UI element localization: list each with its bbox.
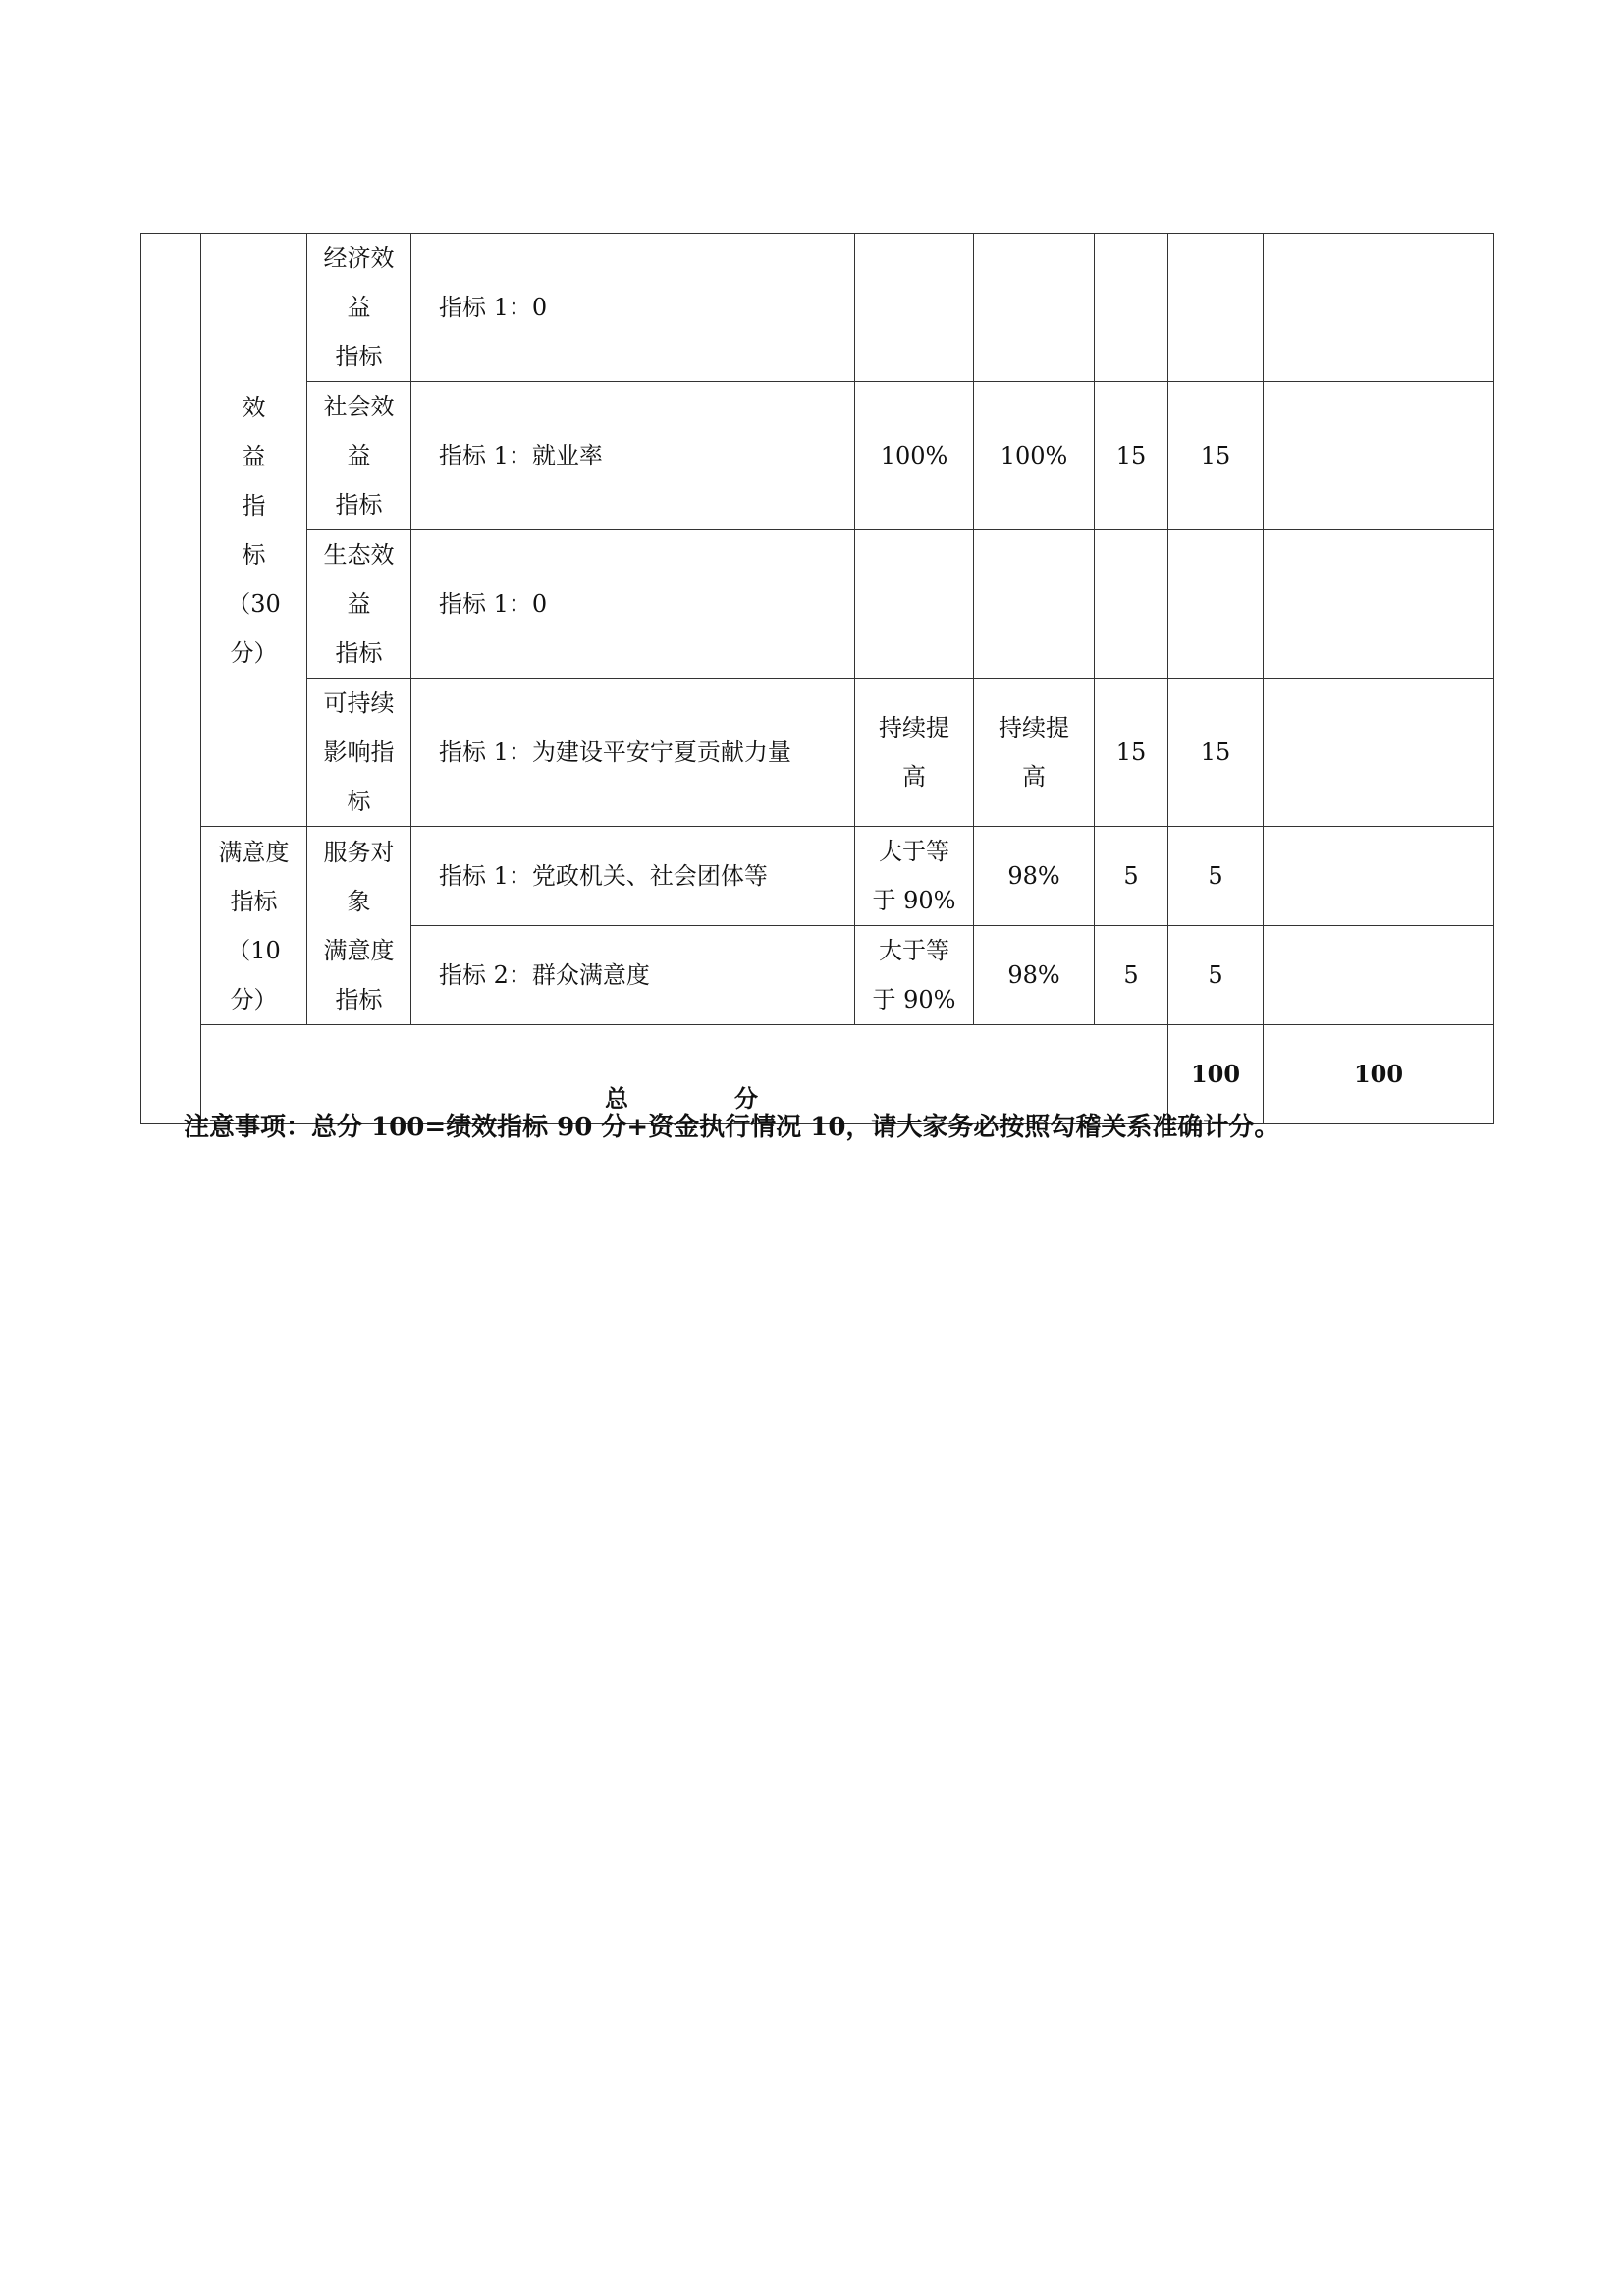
remark-cell xyxy=(1264,926,1494,1025)
subcategory-cell: 服务对 象 满意度 指标 xyxy=(307,827,411,1025)
score-cell: 15 xyxy=(1168,382,1264,530)
total-label-second: 分 xyxy=(734,1084,758,1113)
score-cell: 5 xyxy=(1168,926,1264,1025)
total-score-cell: 100 xyxy=(1264,1025,1494,1124)
score-cell xyxy=(1168,530,1264,679)
weight-cell: 5 xyxy=(1095,926,1168,1025)
remark-cell xyxy=(1264,530,1494,679)
target-cell xyxy=(855,530,974,679)
performance-table xyxy=(140,233,1494,1124)
table-row xyxy=(141,827,1494,926)
first-column-cell xyxy=(141,234,201,1124)
score-cell: 5 xyxy=(1168,827,1264,926)
table-row xyxy=(141,234,1494,382)
weight-cell: 15 xyxy=(1095,679,1168,827)
target-cell: 大于等 于 90% xyxy=(855,926,974,1025)
benefit-group-label: 效 益 指 标 （30 分） xyxy=(201,234,307,827)
weight-cell xyxy=(1095,530,1168,679)
subcategory-cell: 生态效 益 指标 xyxy=(307,530,411,679)
remark-cell xyxy=(1264,679,1494,827)
target-cell xyxy=(855,234,974,382)
actual-cell: 98% xyxy=(974,827,1095,926)
indicator-cell: 指标 1：党政机关、社会团体等 xyxy=(411,827,855,926)
actual-cell xyxy=(974,234,1095,382)
indicator-cell: 指标 1：0 xyxy=(411,530,855,679)
indicator-cell: 指标 1：就业率 xyxy=(411,382,855,530)
score-cell: 15 xyxy=(1168,679,1264,827)
table-row xyxy=(141,530,1494,679)
subcategory-cell: 社会效 益 指标 xyxy=(307,382,411,530)
total-label-first: 总 xyxy=(605,1084,628,1113)
table-row xyxy=(141,382,1494,530)
indicator-cell: 指标 2：群众满意度 xyxy=(411,926,855,1025)
subcategory-cell: 可持续 影响指 标 xyxy=(307,679,411,827)
subcategory-cell: 经济效 益 指标 xyxy=(307,234,411,382)
remark-cell xyxy=(1264,234,1494,382)
weight-cell: 15 xyxy=(1095,382,1168,530)
target-cell: 持续提 高 xyxy=(855,679,974,827)
indicator-cell: 指标 1：0 xyxy=(411,234,855,382)
actual-cell xyxy=(974,530,1095,679)
satisfaction-group-label: 满意度 指标 （10 分） xyxy=(201,827,307,1025)
actual-cell: 持续提 高 xyxy=(974,679,1095,827)
target-cell: 100% xyxy=(855,382,974,530)
target-cell: 大于等 于 90% xyxy=(855,827,974,926)
indicator-cell: 指标 1：为建设平安宁夏贡献力量 xyxy=(411,679,855,827)
notice-text: 注意事项：总分 100=绩效指标 90 分+资金执行情况 10，请大家务必按照勾稽关系准确计分。 xyxy=(184,1113,1280,1142)
weight-cell: 5 xyxy=(1095,827,1168,926)
weight-cell xyxy=(1095,234,1168,382)
remark-cell xyxy=(1264,382,1494,530)
table-row xyxy=(141,679,1494,827)
score-cell xyxy=(1168,234,1264,382)
actual-cell: 98% xyxy=(974,926,1095,1025)
actual-cell: 100% xyxy=(974,382,1095,530)
total-weight-cell: 100 xyxy=(1168,1025,1264,1124)
remark-cell xyxy=(1264,827,1494,926)
